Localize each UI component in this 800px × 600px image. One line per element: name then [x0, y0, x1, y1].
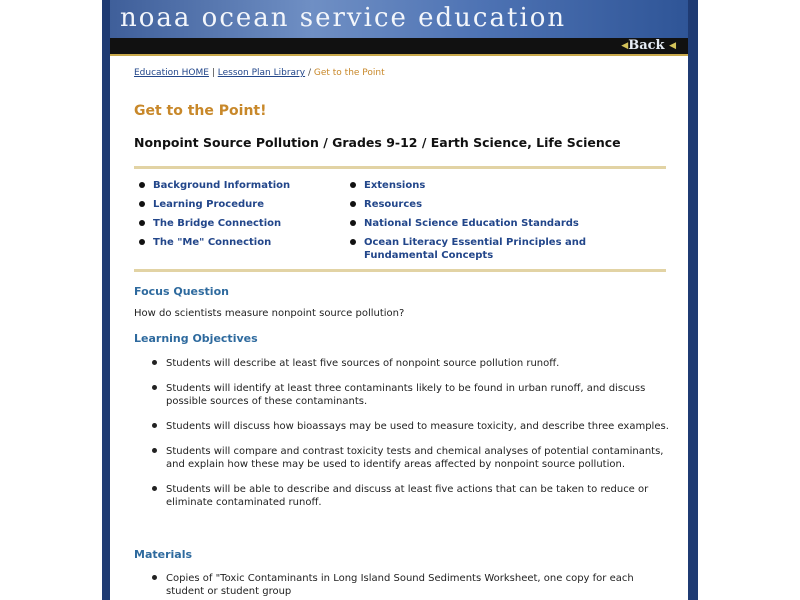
list-item [150, 357, 670, 370]
focus-question-text: How do scientists measure nonpoint source pollution? [134, 308, 405, 319]
link-me-connection[interactable] [134, 236, 334, 249]
link-ocean-literacy[interactable] [345, 236, 605, 262]
bullet-icon [152, 423, 157, 428]
link-learning-procedure[interactable] [134, 198, 334, 211]
link-science-standards[interactable] [345, 217, 605, 230]
breadcrumb-current: Get to the Point [313, 68, 385, 78]
arrow-right-icon: ◀ [669, 41, 676, 51]
list-item [150, 445, 670, 471]
arrow-left-icon: ◀ [621, 41, 629, 51]
link-resources[interactable] [345, 198, 605, 211]
list-item [150, 572, 670, 598]
link-bridge-connection[interactable] [134, 217, 334, 230]
list-item-text: Students will describe at least five sources of nonpoint source pollution runoff. [166, 358, 560, 369]
focus-question-heading: Focus Question [134, 285, 229, 298]
list-item [150, 382, 670, 408]
breadcrumb-separator: / [307, 68, 314, 78]
list-item-text: Students will compare and contrast toxicity tests and chemical analyses of potential contaminants, and explain how these may be used to identify areas affected by nonpoint source pollution. [166, 446, 664, 470]
breadcrumb-home-link[interactable]: Education HOME [134, 68, 209, 78]
list-item-text: Students will discuss how bioassays may be used to measure toxicity, and describe three examples. [166, 421, 669, 432]
link-label: Ocean Literacy Essential Principles and Fundamental Concepts [364, 237, 587, 261]
page-subtitle: Nonpoint Source Pollution / Grades 9-12 / Earth Science, Life Science [134, 135, 621, 150]
link-label: Resources [364, 199, 423, 210]
bullet-icon [139, 182, 145, 188]
back-button[interactable] [621, 38, 676, 54]
list-item-text: Students will identify at least three contaminants likely to be found in urban runoff, and discuss possible sources of these contaminants. [166, 383, 646, 407]
learning-objectives-list [150, 357, 670, 509]
learning-objectives-heading: Learning Objectives [134, 332, 258, 345]
link-label: The Bridge Connection [153, 218, 282, 229]
lesson-links-left [134, 179, 334, 249]
bullet-icon [139, 201, 145, 207]
materials-heading: Materials [134, 548, 193, 561]
section-divider [134, 166, 666, 169]
breadcrumb-library-link[interactable]: Lesson Plan Library [217, 68, 306, 78]
page-title: Get to the Point! [134, 103, 267, 119]
bullet-icon [139, 239, 145, 245]
link-label: National Science Education Standards [364, 218, 579, 229]
breadcrumb-separator: | [211, 68, 218, 78]
main-content [110, 56, 688, 600]
site-banner [110, 0, 688, 38]
link-label: The "Me" Connection [153, 237, 272, 248]
back-label: Back [628, 38, 665, 53]
bullet-icon [152, 448, 157, 453]
breadcrumb [134, 68, 385, 78]
link-background-information[interactable] [134, 179, 334, 192]
materials-list [150, 572, 670, 598]
link-extensions[interactable] [345, 179, 605, 192]
bullet-icon [350, 220, 356, 226]
bullet-icon [350, 201, 356, 207]
bullet-icon [152, 575, 157, 580]
link-label: Learning Procedure [153, 199, 264, 210]
site-title: noaa ocean service education [120, 3, 567, 33]
bullet-icon [350, 182, 356, 188]
section-divider [134, 269, 666, 272]
bullet-icon [152, 360, 157, 365]
link-label: Extensions [364, 180, 426, 191]
list-item-text: Copies of "Toxic Contaminants in Long Island Sound Sediments Worksheet, one copy for each student or student group [166, 573, 634, 597]
bullet-icon [152, 486, 157, 491]
bullet-icon [152, 385, 157, 390]
link-label: Background Information [153, 180, 291, 191]
lesson-links-right [345, 179, 605, 262]
list-item [150, 420, 670, 433]
bullet-icon [139, 220, 145, 226]
nav-bar [110, 38, 688, 54]
bullet-icon [350, 239, 356, 245]
list-item [150, 483, 670, 509]
list-item-text: Students will be able to describe and discuss at least five actions that can be taken to reduce or eliminate contaminated runoff. [166, 484, 649, 508]
